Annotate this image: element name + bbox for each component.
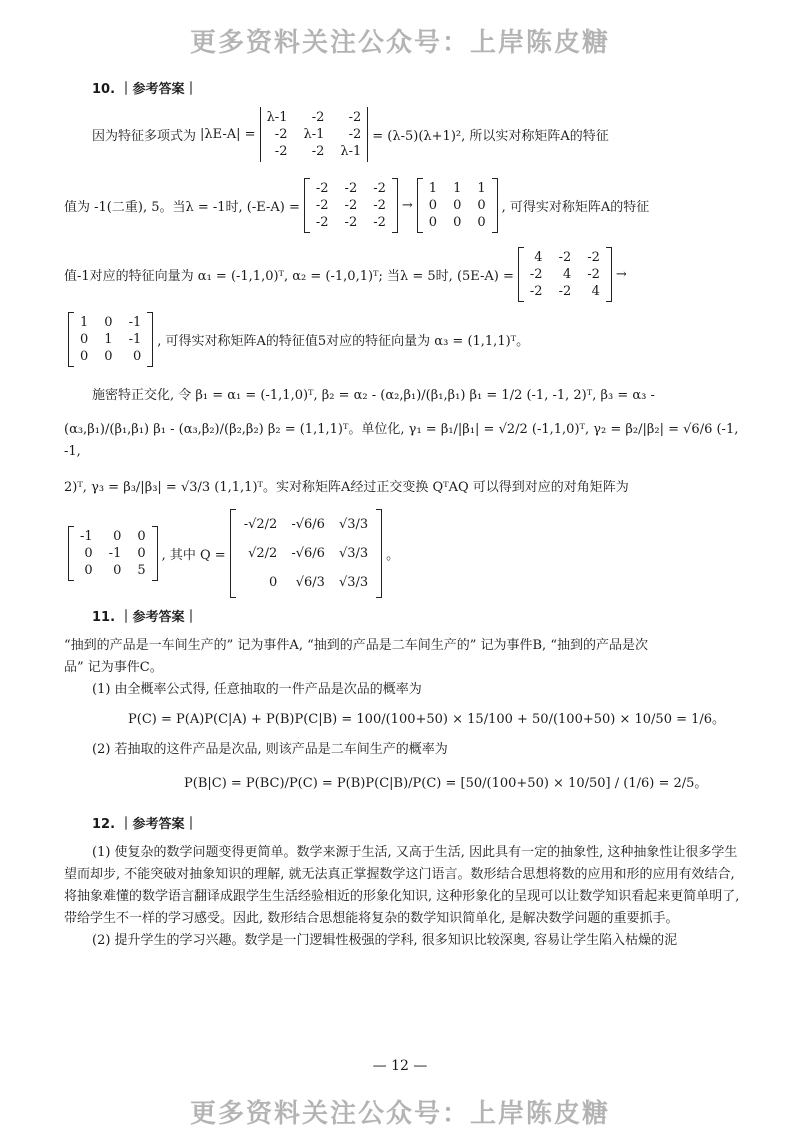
matrix-cell: 1 (453, 181, 462, 196)
matrix-cell: -2 (529, 267, 543, 282)
answer-page (64, 78, 740, 952)
matrix-cell: -2 (344, 181, 358, 196)
matrix-cell: √2/2 (248, 546, 278, 561)
q10-schmidt-1: 施密特正交化, 令 β₁ = α₁ = (-1,1,0)ᵀ, β₂ = α₂ - (α₂,β₁)/(β₁,β₁) β₁ = 1/2 (-1, -1, 2)ᵀ, β₃ = α₃ - (92, 388, 655, 403)
matrix-cell: 0 (80, 349, 89, 364)
matrix-cell: -2 (315, 198, 329, 213)
matrix-cell: -2 (315, 215, 329, 230)
matrix-cell: 1 (477, 181, 486, 196)
matrix-cell: 0 (477, 198, 486, 213)
q11-formula-1: P(C) = P(A)P(C|A) + P(B)P(C|B) = 100/(100+50) × 15/100 + 50/(100+50) × 10/50 = 1/6。 (128, 712, 726, 727)
matrix-cell: -2 (344, 198, 358, 213)
matrix-cell: -√2/2 (243, 517, 278, 532)
matrix-cell: -2 (311, 110, 325, 125)
matrix-5E-A (518, 247, 612, 302)
matrix-cell: 0 (132, 349, 142, 364)
watermark-bottom: 更多资料关注公众号：上岸陈皮糖 (189, 1099, 610, 1129)
matrix-cell: 0 (428, 198, 438, 213)
matrix-cell: -√6/6 (291, 546, 325, 561)
matrix-cell: -1 (108, 546, 122, 561)
matrix-cell: λ-1 (266, 110, 288, 125)
q10-line-1 (92, 107, 740, 162)
q10-text: |λE-A| = (200, 127, 256, 142)
matrix-cell: -2 (529, 284, 543, 299)
matrix-cell: -1 (80, 529, 93, 544)
matrix-diagonal (68, 526, 158, 581)
q10-text: 值为 -1(二重), 5。当λ = -1时, (-E-A) = (64, 200, 300, 215)
page-number: — 12 — (372, 1058, 428, 1074)
q11-intro-1: “抽到的产品是一车间生产的” 记为事件A, “抽到的产品是二车间生产的” 记为事件B, “抽到的产品是次 (64, 638, 648, 653)
matrix-cell: -2 (373, 198, 386, 213)
q10-line-diag (64, 509, 740, 598)
q10-schmidt-3: 2)ᵀ, γ₃ = β₃/|β₃| = √3/3 (1,1,1)ᵀ。实对称矩阵A经过正交变换 QᵀAQ 可以得到对应的对角矩阵为 (64, 480, 629, 495)
matrix-cell: 0 (113, 529, 122, 544)
matrix-cell: 0 (113, 563, 122, 578)
q10-text: = (λ-5)(λ+1)², 所以实对称矩阵A的特征 (372, 129, 609, 144)
matrix-cell: √3/3 (338, 575, 369, 590)
matrix-cell: 1 (104, 332, 113, 347)
matrix-cell: -1 (128, 315, 142, 330)
q11-header: 11. ｜参考答案｜ (92, 610, 198, 625)
matrix-cell: 0 (80, 332, 89, 347)
matrix-negE-A (304, 178, 398, 233)
matrix-cell: 0 (84, 563, 93, 578)
q11-part-2: (2) 若抽取的这件产品是次品, 则该产品是二车间生产的概率为 (92, 742, 448, 757)
matrix-cell: 0 (137, 529, 146, 544)
q10-text: , 其中 Q = (161, 548, 226, 563)
matrix-cell: -2 (348, 110, 362, 125)
matrix-cell: 0 (269, 575, 278, 590)
matrix-cell: -2 (587, 250, 600, 265)
watermark-top: 更多资料关注公众号：上岸陈皮糖 (189, 28, 610, 58)
matrix-cell: -2 (558, 284, 572, 299)
matrix-cell: 4 (534, 250, 543, 265)
q10-line-2: 值为 -1(二重), 5。当λ = -1时, (-E-A) = -2 -2 -2 -2 -2 -2 -2 -2 -2 → 1 1 1 0 0 0 0 0 0 , 可得实对称矩阵A的特征 (64, 178, 740, 233)
det-matrix (260, 107, 369, 162)
q12-header: 12. ｜参考答案｜ (92, 817, 198, 832)
matrix-cell: √3/3 (338, 546, 369, 561)
matrix-cell: 4 (562, 267, 572, 282)
q10-schmidt-2: (α₃,β₁)/(β₁,β₁) β₁ - (α₃,β₂)/(β₂,β₂) β₂ = (1,1,1)ᵀ。单位化, γ₁ = β₁/|β₁| = √2/2 (-1,1,0)ᵀ, γ₂ = β₂/|β₂| = √6/6 (-1, -1, (64, 422, 739, 459)
q11-formula-2: P(B|C) = P(BC)/P(C) = P(B)P(C|B)/P(C) = [50/(100+50) × 10/50] / (1/6) = 2/5。 (184, 776, 708, 791)
matrix-cell: 0 (104, 315, 113, 330)
matrix-cell: -2 (587, 267, 600, 282)
matrix-cell: -2 (348, 127, 362, 142)
q11-part-1: (1) 由全概率公式得, 任意抽取的一件产品是次品的概率为 (92, 682, 422, 697)
matrix-cell: 0 (477, 215, 486, 230)
matrix-cell: -2 (315, 181, 329, 196)
matrix-cell: -2 (373, 215, 386, 230)
q12-part-2: (2) 提升学生的学习兴趣。数学是一门逻辑性极强的学科, 很多知识比较深奥, 容易让学生陷入枯燥的泥 (92, 933, 678, 948)
matrix-cell: √3/3 (338, 517, 369, 532)
matrix-cell: 1 (80, 315, 89, 330)
matrix-cell: λ-1 (340, 144, 362, 159)
q11-intro-2: 品” 记为事件C。 (64, 660, 163, 675)
matrix-Q (230, 509, 382, 598)
matrix-cell: λ-1 (303, 127, 325, 142)
q10-line-3: 值-1对应的特征向量为 α₁ = (-1,1,0)ᵀ, α₂ = (-1,0,1)ᵀ; 当λ = 5时, (5E-A) = 4 -2 -2 -2 4 -2 -2 -2 4 → (64, 247, 740, 302)
matrix-cell: 1 (428, 181, 438, 196)
matrix-cell: -2 (274, 144, 288, 159)
q10-header: 10. ｜参考答案｜ (92, 82, 198, 97)
matrix-cell: -2 (344, 215, 358, 230)
matrix-reduced-2 (68, 312, 153, 367)
matrix-cell: 0 (428, 215, 438, 230)
q12-part-1: (1) 使复杂的数学问题变得更简单。数学来源于生活, 又高于生活, 因此具有一定的抽象性, 这种抽象性让很多学生望而却步, 不能突破对抽象知识的理解, 就无法真正掌握数学这门语言。数形结合思想将数的应用和形的应用有效结合, 将抽象难懂的数学语言翻译成跟学生生活经验相近的形象化知识, 这种形象化的呈现可以让数学知识看起来更简单明了, 带给学生不一样的学习感受。因此, 数形结合思想能将复杂的数学知识简单化, 是解决数学问题的重要抓手。 (64, 845, 740, 926)
q10-text: , 可得实对称矩阵A的特征值5对应的特征向量为 α₃ = (1,1,1)ᵀ。 (157, 334, 530, 349)
matrix-reduced-1 (417, 178, 498, 233)
matrix-cell: 0 (453, 198, 462, 213)
matrix-cell: 0 (137, 546, 146, 561)
q10-line-4 (64, 312, 740, 367)
matrix-cell: √6/3 (295, 575, 325, 590)
q10-text: 因为特征多项式为 (92, 129, 197, 144)
matrix-cell: -2 (373, 181, 386, 196)
q10-text: , 可得实对称矩阵A的特征 (501, 200, 650, 215)
matrix-cell: 5 (137, 563, 146, 578)
matrix-cell: -2 (558, 250, 572, 265)
matrix-cell: 0 (84, 546, 93, 561)
matrix-cell: 4 (591, 284, 600, 299)
matrix-cell: -2 (311, 144, 325, 159)
matrix-cell: 0 (453, 215, 462, 230)
q10-text: 值-1对应的特征向量为 α₁ = (-1,1,0)ᵀ, α₂ = (-1,0,1)ᵀ; 当λ = 5时, (5E-A) = (64, 269, 514, 284)
matrix-cell: 0 (104, 349, 113, 364)
q10-text: 。 (386, 548, 400, 563)
matrix-cell: -2 (274, 127, 288, 142)
matrix-cell: -√6/6 (291, 517, 325, 532)
matrix-cell: -1 (128, 332, 142, 347)
